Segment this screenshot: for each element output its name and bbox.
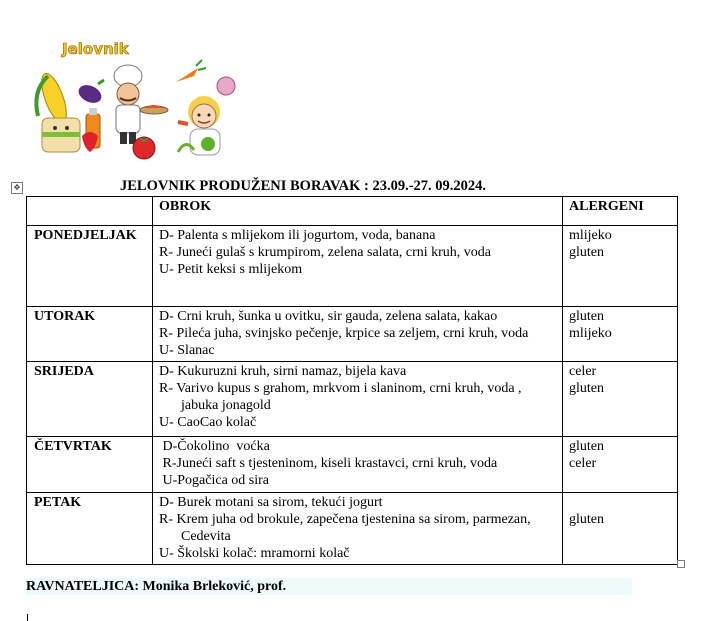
allergen-item: gluten	[569, 381, 604, 396]
day-cell	[27, 362, 153, 437]
meal-line: D- Burek motani sa sirom, tekući jogurt	[159, 495, 383, 510]
table-row	[27, 437, 678, 493]
meal-cell	[153, 226, 563, 307]
meal-line: R-Juneći saft s tjesteninom, kiseli krastavci, crni kruh, voda	[159, 456, 498, 471]
allergen-cell	[563, 362, 678, 437]
meal-line: D- Kukuruzni kruh, sirni namaz, bijela kava	[159, 364, 407, 379]
day-label: SRIJEDA	[34, 364, 94, 379]
allergen-item	[569, 494, 671, 511]
sandwich-icon	[42, 118, 80, 152]
allergen-cell	[563, 226, 678, 307]
day-label: UTORAK	[34, 309, 96, 324]
allergen-cell	[563, 307, 678, 362]
meal-line: U- Slanac	[159, 343, 215, 358]
meal-line: D- Palenta s mlijekom ili jogurtom, voda, banana	[159, 228, 436, 243]
onion-icon	[217, 77, 235, 95]
allergen-item: gluten	[569, 512, 604, 527]
meal-line: R- Varivo kupus s grahom, mrkvom i slaninom, crni kruh, voda ,	[159, 381, 522, 396]
day-cell	[27, 226, 153, 307]
principal-signature: RAVNATELJICA: Monika Brleković, prof.	[26, 578, 632, 595]
allergen-cell	[563, 493, 678, 565]
allergen-item: mlijeko	[569, 228, 612, 243]
header-meal: OBROK	[153, 197, 563, 226]
table-row	[27, 362, 678, 437]
table-header-row	[27, 197, 678, 226]
header-allergens: ALERGENI	[563, 197, 678, 226]
day-label: ČETVRTAK	[34, 439, 112, 454]
menu-table	[26, 196, 678, 565]
day-cell	[27, 493, 153, 565]
table-row	[27, 307, 678, 362]
header-day	[27, 197, 153, 226]
carrot-icon	[176, 60, 206, 82]
meal-line: U- CaoCao kolač	[159, 415, 257, 430]
page-title: JELOVNIK PRODUŽENI BORAVAK : 23.09.-27. 09.2024.	[120, 178, 487, 194]
table-row	[27, 493, 678, 565]
allergen-item: celer	[569, 364, 597, 379]
meal-line: U-Pogačica od sira	[159, 473, 270, 488]
meal-line: R- Krem juha od brokule, zapečena tjestenina sa sirom, parmezan,	[159, 512, 531, 527]
meal-line: D- Crni kruh, šunka u ovitku, sir gauda, zelena salata, kakao	[159, 309, 498, 324]
tomato-icon	[133, 137, 155, 159]
meal-line: jabuka jonagold	[181, 398, 271, 413]
allergen-item: gluten	[569, 439, 604, 454]
meal-line: U- Petit keksi s mlijekom	[159, 262, 303, 277]
allergen-item: mlijeko	[569, 326, 612, 341]
meal-line: R- Pileća juha, svinjsko pečenje, krpice sa zeljem, crni kruh, voda	[159, 326, 529, 341]
day-cell	[27, 437, 153, 493]
allergen-item: celer	[569, 456, 597, 471]
table-resize-handle[interactable]	[677, 560, 685, 568]
day-label: PONEDJELJAK	[34, 228, 137, 243]
text-cursor	[27, 614, 28, 621]
corn-icon	[36, 70, 71, 125]
jelovnik-logo-illustration	[28, 36, 238, 166]
logo-title: Jelovnik	[62, 40, 129, 58]
meal-cell	[153, 437, 563, 493]
allergen-item: gluten	[569, 309, 604, 324]
eggplant-icon	[76, 80, 105, 106]
meal-cell	[153, 493, 563, 565]
meal-cell	[153, 362, 563, 437]
meal-line: R- Juneći gulaš s krumpirom, zelena salata, crni kruh, voda	[159, 245, 492, 260]
meal-line: U- Školski kolač: mramorni kolač	[159, 546, 350, 561]
meal-cell	[153, 307, 563, 362]
meal-line: D-Čokolino voćka	[159, 439, 270, 454]
strawberry-icon	[82, 132, 98, 152]
chef-icon	[114, 65, 168, 144]
table-move-handle-icon[interactable]: ✥	[11, 182, 23, 194]
allergen-item: gluten	[569, 245, 604, 260]
table-row	[27, 226, 678, 307]
day-cell	[27, 307, 153, 362]
meal-line: Cedevita	[181, 529, 231, 544]
day-label: PETAK	[34, 495, 82, 510]
allergen-cell	[563, 437, 678, 493]
